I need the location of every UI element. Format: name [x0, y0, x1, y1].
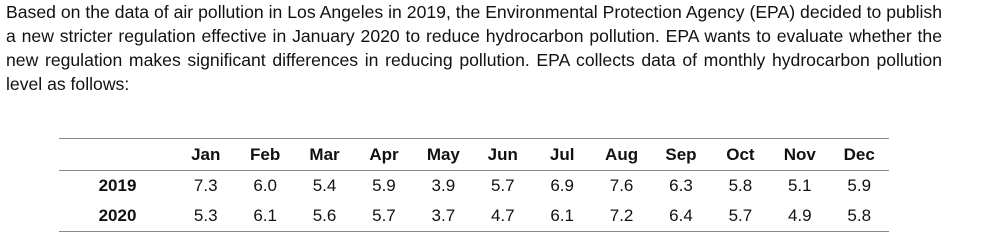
table-cell: 3.9 [431, 176, 456, 195]
month-header-jan: Jan [191, 144, 221, 164]
month-header-apr: Apr [369, 144, 399, 164]
table-cell: 4.7 [490, 206, 515, 225]
month-header-sep: Sep [665, 144, 697, 164]
month-header-aug: Aug [605, 144, 639, 164]
month-header-may: May [426, 144, 460, 164]
table-cell: 5.7 [728, 206, 753, 225]
month-header-oct: Oct [726, 144, 755, 164]
table-cell: 5.8 [847, 206, 872, 225]
month-header-mar: Mar [309, 144, 340, 164]
pollution-table [59, 138, 889, 232]
table-row-2020 [59, 201, 889, 232]
header-row [59, 139, 889, 171]
month-header-nov: Nov [783, 144, 816, 164]
table-cell: 5.7 [372, 206, 396, 225]
table-cell: 6.0 [253, 176, 277, 195]
month-header-feb: Feb [250, 144, 281, 164]
month-header-jul: Jul [549, 144, 575, 164]
table-cell: 7.3 [193, 176, 218, 195]
problem-statement: Based on the data of air pollution in Los Angeles in 2019, the Environmental Protection Agency (EPA) decided to publish a new stricter regulation effective in January 2020 to reduce hydrocarbon pollution. EPA wants to evaluate whether the new regulation makes significant differences in reducing pollution. EPA collects data of monthly hydrocarbon pollution level as follows: [6, 2, 942, 94]
table-cell: 6.9 [550, 176, 574, 195]
table-cell: 6.1 [550, 206, 574, 225]
table-cell: 5.4 [312, 176, 337, 195]
row-label-2020: 2020 [98, 206, 137, 225]
table-cell: 6.3 [669, 176, 693, 195]
table-row-2019 [59, 171, 889, 202]
table-cell: 6.1 [253, 206, 277, 225]
table-cell: 6.4 [669, 206, 693, 225]
month-header-jun: Jun [487, 144, 518, 164]
table-cell: 4.9 [787, 206, 812, 225]
table-cell: 5.7 [490, 176, 515, 195]
month-header-dec: Dec [843, 144, 875, 164]
row-label-2019: 2019 [98, 176, 137, 195]
table-cell: 7.2 [609, 206, 634, 225]
table-cell: 5.3 [193, 206, 218, 225]
table-cell: 5.8 [728, 176, 753, 195]
table-cell: 5.6 [312, 206, 337, 225]
table-cell: 7.6 [609, 176, 634, 195]
table-cell: 5.9 [847, 176, 872, 195]
corner-cell [59, 139, 176, 171]
table-cell: 5.9 [372, 176, 396, 195]
table-cell: 3.7 [431, 206, 456, 225]
table-cell: 5.1 [787, 176, 812, 195]
